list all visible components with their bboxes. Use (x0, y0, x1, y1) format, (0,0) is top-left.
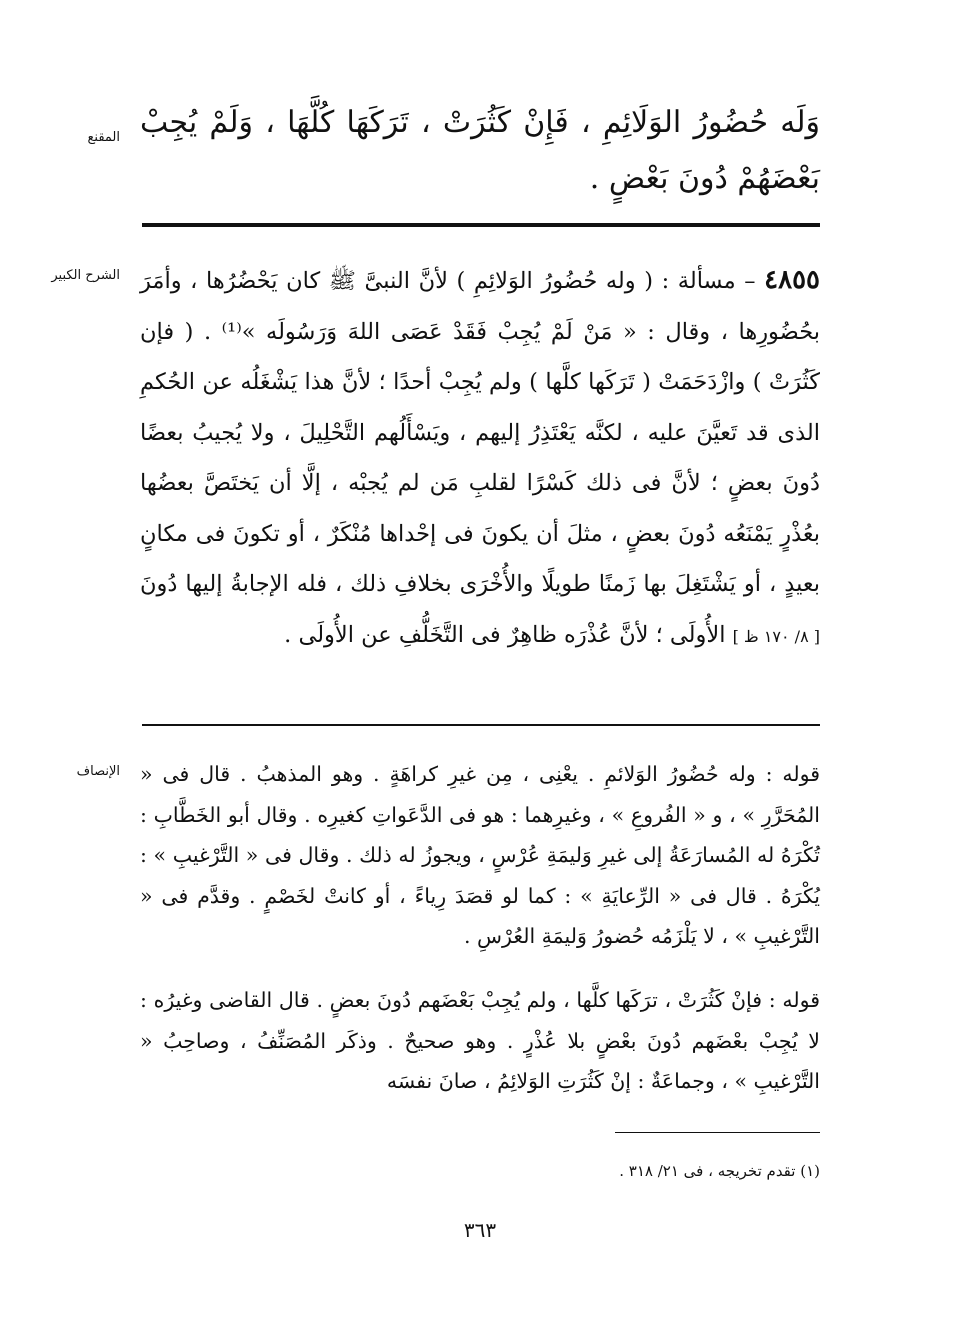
manuscript-ref: [ ٨/ ١٧٠ ظ ] (732, 626, 820, 646)
insaf-label: الإنصاف (76, 764, 120, 779)
section-divider-thick (142, 223, 820, 227)
page-number: ٣٦٣ (463, 1218, 497, 1242)
footnote: (١) تقدم تخريجه ، فى ٢١/ ٣١٨ . (619, 1162, 820, 1180)
muqni-label: المقنع (87, 130, 120, 145)
insaf-paragraph-1: قوله : وله حُضُورُ الوَلائمِ . يعْنِى ، مِن غيرِ كراهَةٍ . وهو المذهبُ . قال فى « المُحَرَّرِ » ، و « الفُروعِ » ، وغيرِهما : هو فى الدَّعَواتِ كغيرِه . وقال أبو الخَطَّابِ : تُكْرَهُ له المُسارَعَةُ إلى غيرِ وَليمَةِ عُرْسٍ ، ويجوزُ له ذلك . وقال فى « التَّرْغيبِ » : يُكْرَهُ . قال فى « الرِّعايَةِ » : كما لو قصَدَ رِياءً ، أو كانتْ لخَصْمٍ . وقدَّم فى « التَّرْغيبِ » ، لا يَلْزَمُه حُضورُ وَليمَةِ العُرْسِ . (140, 762, 820, 948)
section-divider-thin (142, 724, 820, 726)
sharh-text (140, 255, 820, 662)
insaf-paragraph-2: قوله : فإنْ كَثُرَتْ ، ترَكَها كلَّها ، ولم يُجِبْ بَعْضَهم دُونَ بعضٍ . قال القاضى وغيرُه : لا يُجِبْ بعْضَهم دُونَ بعْضٍ بلا عُذْرٍ . وهو صحيحٌ . وذكَر المُصَنِّفُ ، وصاحِبُ « التَّرْغيبِ » ، وجماعَةٌ : إنْ كَثُرَتِ الوَلائِمُ ، صانَ نفسَه (140, 988, 820, 1093)
issue-number: ٤٨٥٥ (764, 265, 820, 295)
sharh-label: الشرح الكبير (51, 268, 120, 283)
footnote-divider (615, 1132, 820, 1133)
sharh-body: – مسألة : ( وله حُضُورُ الوَلائِمِ ) لأنَّ النبىَّ ﷺ كان يَحْضُرُها ، وأمَرَ بحُضُورِها ، وقال : « مَنْ لَمْ يُجِبْ فَقَدْ عَصَى اللهَ وَرَسُولَه »⁽¹⁾ . ( فإن كَثُرَتْ ) وازْدَحَمَتْ ( تَرَكَها كلَّها ) ولم يُجِبْ أحدًا ؛ لأنَّ هذا يَشْغَلُه عن الحُكمِ الذى قد تَعيَّنَ عليه ، لكنَّه يَعْتَذِرُ إليهم ، ويَسْأَلُهم التَّحْلِيلَ ، ولا يُجيبُ بعضًا دُونَ بعضٍ ؛ لأنَّ فى ذلك كَسْرًا لقلبِ مَن لم يُجبْه ، إلَّا أن يَختَصَّ بعضُها بعُذْرٍ يَمْنَعُه دُونَ بعضٍ ، مثلَ أن يكونَ فى إحْداها مُنْكَرٌ ، أو تكونَ فى مكانٍ بعيدٍ ، أو يَشْتَغِلَ بها زَمنًا طويلًا والأُخْرَى بخلافِ ذلك ، فله الإجابةُ إليها دُونَ (140, 268, 820, 597)
matn-text: وَلَه حُضُورُ الوَلَائِمِ ، فَإِنْ كَثُرَتْ ، تَرَكَهَا كُلَّهَا ، وَلَمْ يُجِبْ بَعْضَهُمْ دُونَ بَعْضٍ . (140, 105, 820, 196)
sharh-body-end: الأُولَى ؛ لأنَّ عُذْرَه ظاهِرٌ فى التَّخَلُّفِ عن الأُولَى . (284, 621, 733, 648)
